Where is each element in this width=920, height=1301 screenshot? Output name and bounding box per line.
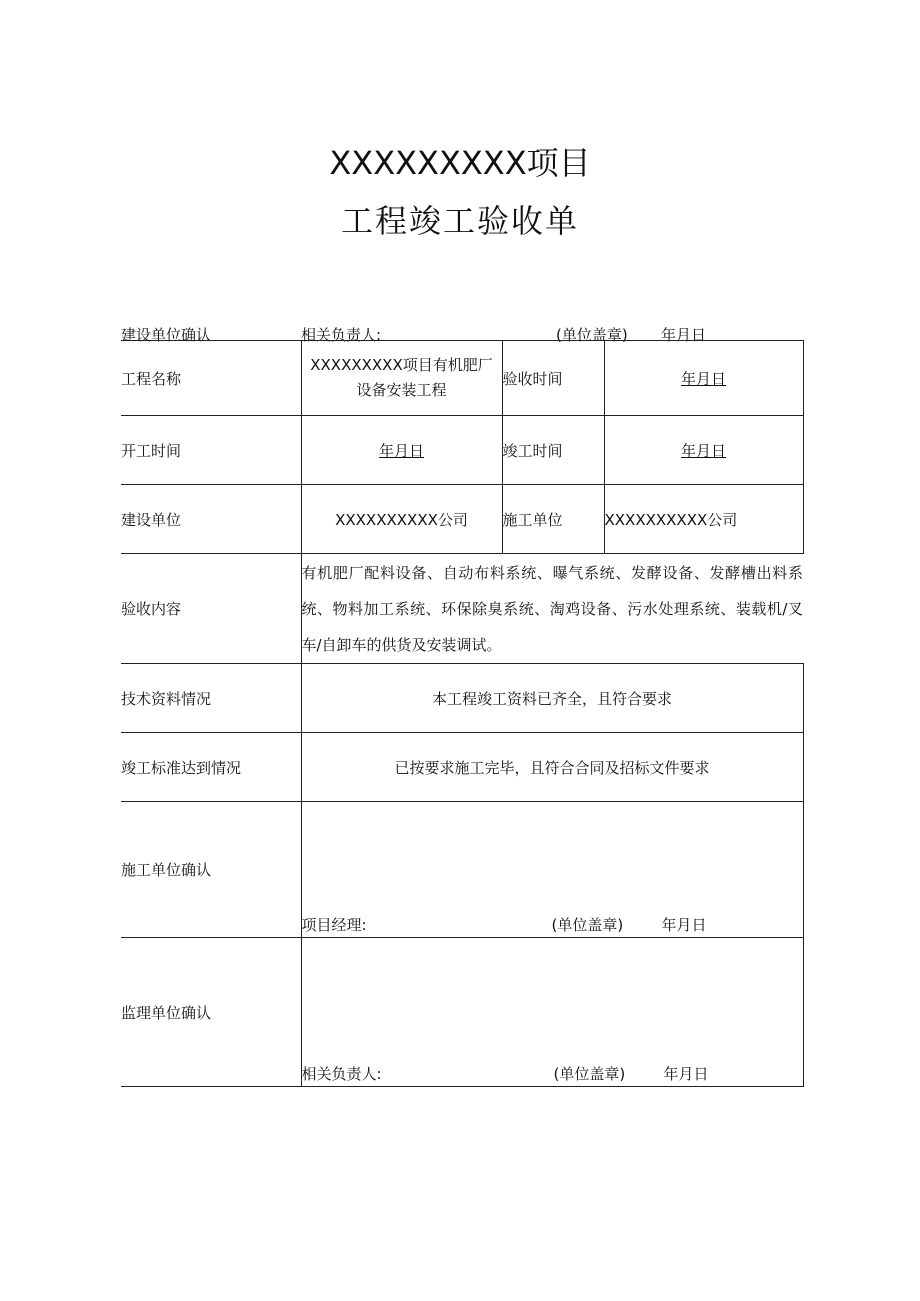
- table-row: [121, 416, 803, 485]
- supervisor-confirm-label: 监理单位确认: [121, 938, 301, 1087]
- acceptance-date-text: 年月日: [680, 369, 726, 388]
- contractor-confirm-cell: [301, 802, 803, 938]
- standard-value: 已按要求施工完毕，且符合合同及招标文件要求: [301, 733, 803, 802]
- table-row: [121, 664, 803, 733]
- completion-time-label: 竣工时间: [502, 416, 604, 485]
- document-title: XXXXXXXXX项目: [329, 144, 591, 182]
- table-row: [121, 485, 803, 554]
- supervisor-confirm-cell: [301, 938, 803, 1087]
- builder-confirm-label: 建设单位确认: [121, 326, 212, 344]
- contractor-signature-line: [302, 915, 803, 935]
- document-subtitle: 工程竣工验收单: [340, 202, 579, 240]
- acceptance-time-value: [604, 341, 803, 416]
- supervisor-responsible-label: 相关负责人:: [301, 1065, 382, 1083]
- content-value: 有机肥厂配料设备、自动布料系统、曝气系统、发酵设备、发酵槽出料系统、物料加工系统、环保除臭系统、淘鸡设备、污水处理系统、装载机/叉车/自卸车的供货及安装调试。: [301, 554, 803, 664]
- supervisor-signature-line: [302, 1064, 803, 1084]
- tech-docs-value: 本工程竣工资料已齐全，且符合要求: [301, 664, 803, 733]
- contractor-value: XXXXXXXXXX公司: [604, 485, 803, 554]
- content-label: 验收内容: [121, 554, 301, 664]
- table-row: [121, 938, 803, 1087]
- start-date-text: 年月日: [378, 441, 424, 460]
- supervisor-seal-label: (单位盖章): [553, 1065, 626, 1083]
- start-time-value: [301, 416, 502, 485]
- table-row: [121, 554, 803, 664]
- acceptance-table: [121, 340, 804, 1087]
- completion-date-text: 年月日: [680, 441, 726, 460]
- builder-responsible-label: 相关负责人:: [301, 326, 382, 344]
- project-name-line2: 设备安装工程: [356, 381, 447, 399]
- acceptance-time-label: 验收时间: [502, 341, 604, 416]
- standard-label: 竣工标准达到情况: [121, 733, 301, 802]
- project-manager-label: 项目经理:: [301, 916, 367, 934]
- start-time-label: 开工时间: [121, 416, 301, 485]
- contractor-date-label: 年月日: [661, 916, 707, 934]
- contractor-confirm-label: 施工单位确认: [121, 802, 301, 938]
- completion-time-value: [604, 416, 803, 485]
- table-row: [121, 733, 803, 802]
- builder-label: 建设单位: [121, 485, 301, 554]
- tech-docs-label: 技术资料情况: [121, 664, 301, 733]
- project-name-line1: XXXXXXXXX项目有机肥厂: [310, 356, 493, 374]
- contractor-seal-label: (单位盖章): [551, 916, 624, 934]
- table-row: [121, 802, 803, 938]
- builder-seal-label: (单位盖章): [556, 326, 628, 344]
- builder-value: XXXXXXXXXX公司: [301, 485, 502, 554]
- project-name-value: [301, 341, 502, 416]
- builder-date-label: 年月日: [661, 326, 707, 344]
- contractor-label: 施工单位: [502, 485, 604, 554]
- supervisor-date-label: 年月日: [663, 1065, 709, 1083]
- table-row: [121, 341, 803, 416]
- project-name-label: 工程名称: [121, 341, 301, 416]
